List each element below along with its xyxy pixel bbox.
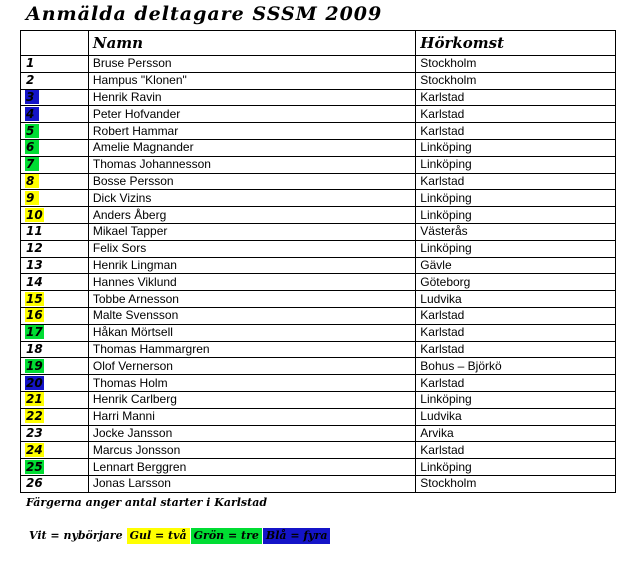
participant-number-badge: 19	[26, 358, 43, 373]
participant-origin: Västerås	[416, 223, 616, 240]
participant-number	[21, 341, 89, 358]
table-row	[21, 341, 616, 358]
participant-name: Thomas Johannesson	[88, 156, 415, 173]
legend-item-yellow: Gul = två	[127, 528, 190, 544]
participant-name: Jocke Jansson	[88, 425, 415, 442]
participant-number	[21, 223, 89, 240]
participant-number-badge: 6	[25, 140, 39, 154]
participant-name: Hannes Viklund	[88, 274, 415, 291]
participant-origin: Stockholm	[416, 475, 616, 492]
header-number	[21, 31, 89, 56]
participant-name: Thomas Holm	[88, 375, 415, 392]
participant-name: Anders Åberg	[88, 207, 415, 224]
table-row	[21, 442, 616, 459]
table-row	[21, 425, 616, 442]
participant-origin: Karlstad	[416, 442, 616, 459]
participant-name: Robert Hammar	[88, 123, 415, 140]
participant-number-badge: 7	[25, 157, 39, 171]
table-row	[21, 274, 616, 291]
participant-number	[21, 375, 89, 392]
participant-number-badge: 13	[26, 257, 43, 272]
participant-origin: Linköping	[416, 156, 616, 173]
participant-number-badge: 9	[25, 191, 39, 205]
participant-name: Bruse Persson	[88, 56, 415, 73]
participant-origin: Arvika	[416, 425, 616, 442]
participant-name: Håkan Mörtsell	[88, 324, 415, 341]
participant-name: Mikael Tapper	[88, 223, 415, 240]
participant-number	[21, 156, 89, 173]
color-legend	[26, 528, 331, 544]
participant-origin: Karlstad	[416, 341, 616, 358]
participant-name: Harri Manni	[88, 408, 415, 425]
participant-number	[21, 425, 89, 442]
participant-number	[21, 89, 89, 106]
participant-name: Marcus Jonsson	[88, 442, 415, 459]
participant-number-badge: 23	[26, 425, 43, 440]
participant-number	[21, 274, 89, 291]
participant-origin: Karlstad	[416, 324, 616, 341]
table-row	[21, 291, 616, 308]
participant-number-badge: 16	[26, 308, 43, 323]
table-row	[21, 408, 616, 425]
participant-name: Henrik Ravin	[88, 89, 415, 106]
participant-origin: Karlstad	[416, 89, 616, 106]
header-name: Namn	[88, 31, 415, 56]
table-row	[21, 307, 616, 324]
table-row	[21, 375, 616, 392]
participant-number	[21, 56, 89, 73]
participant-number-badge: 22	[26, 409, 43, 424]
page-title: Anmälda deltagare SSSM 2009	[26, 3, 383, 25]
participant-origin: Karlstad	[416, 173, 616, 190]
participant-number-badge: 21	[26, 392, 43, 407]
participant-origin: Karlstad	[416, 123, 616, 140]
participant-origin: Karlstad	[416, 375, 616, 392]
participant-origin: Stockholm	[416, 56, 616, 73]
table-row	[21, 358, 616, 375]
participant-name: Jonas Larsson	[88, 475, 415, 492]
participant-number-badge: 11	[26, 224, 43, 239]
table-row	[21, 156, 616, 173]
participant-origin: Ludvika	[416, 408, 616, 425]
participant-number	[21, 106, 89, 123]
participant-number	[21, 190, 89, 207]
table-row	[21, 223, 616, 240]
table-row	[21, 89, 616, 106]
participant-origin: Linköping	[416, 459, 616, 476]
table-row	[21, 106, 616, 123]
table-row	[21, 207, 616, 224]
participant-name: Peter Hofvander	[88, 106, 415, 123]
participant-number	[21, 459, 89, 476]
participant-number	[21, 475, 89, 492]
table-row	[21, 190, 616, 207]
participant-origin: Gävle	[416, 257, 616, 274]
participant-number-badge: 5	[25, 124, 39, 138]
table-row	[21, 123, 616, 140]
participant-origin: Linköping	[416, 139, 616, 156]
participant-number	[21, 442, 89, 459]
participant-origin: Linköping	[416, 240, 616, 257]
table-row	[21, 173, 616, 190]
participant-number	[21, 240, 89, 257]
table-row	[21, 240, 616, 257]
table-row	[21, 139, 616, 156]
participant-number-badge: 24	[26, 442, 43, 457]
participant-number-badge: 25	[26, 459, 43, 474]
participant-number-badge: 17	[26, 325, 43, 340]
participant-number	[21, 257, 89, 274]
participant-name: Henrik Lingman	[88, 257, 415, 274]
participant-name: Felix Sors	[88, 240, 415, 257]
participant-number	[21, 324, 89, 341]
participant-number-badge: 12	[26, 241, 43, 256]
participant-name: Dick Vizins	[88, 190, 415, 207]
color-note: Färgerna anger antal starter i Karlstad	[26, 496, 268, 509]
participant-name: Malte Svensson	[88, 307, 415, 324]
header-origin: Hörkomst	[416, 31, 616, 56]
table-body	[21, 56, 616, 493]
table-row	[21, 475, 616, 492]
participant-number-badge: 2	[25, 73, 39, 87]
participant-number	[21, 358, 89, 375]
participant-origin: Stockholm	[416, 72, 616, 89]
legend-item-green: Grön = tre	[191, 528, 262, 544]
participant-name: Lennart Berggren	[88, 459, 415, 476]
participant-number	[21, 139, 89, 156]
participant-number	[21, 391, 89, 408]
participants-table	[20, 30, 616, 493]
participant-origin: Karlstad	[416, 106, 616, 123]
participant-origin: Linköping	[416, 391, 616, 408]
participant-origin: Göteborg	[416, 274, 616, 291]
participant-number-badge: 14	[26, 274, 43, 289]
participant-origin: Ludvika	[416, 291, 616, 308]
participant-number	[21, 207, 89, 224]
participant-origin: Linköping	[416, 190, 616, 207]
participant-name: Thomas Hammargren	[88, 341, 415, 358]
participant-number-badge: 26	[26, 476, 43, 491]
table-row	[21, 72, 616, 89]
participant-origin: Bohus – Björkö	[416, 358, 616, 375]
participant-number-badge: 15	[26, 291, 43, 306]
participant-name: Amelie Magnander	[88, 139, 415, 156]
participant-number	[21, 408, 89, 425]
participant-name: Olof Vernerson	[88, 358, 415, 375]
table-row	[21, 391, 616, 408]
participant-name: Tobbe Arnesson	[88, 291, 415, 308]
participant-number-badge: 10	[26, 207, 43, 222]
participant-number-badge: 20	[26, 375, 43, 390]
legend-item-blue: Blå = fyra	[263, 528, 331, 544]
participant-name: Bosse Persson	[88, 173, 415, 190]
participant-number-badge: 1	[25, 56, 39, 70]
participant-number	[21, 291, 89, 308]
table-row	[21, 459, 616, 476]
table-row	[21, 257, 616, 274]
participant-name: Henrik Carlberg	[88, 391, 415, 408]
participant-number-badge: 3	[25, 90, 39, 104]
table-row	[21, 56, 616, 73]
participant-number-badge: 8	[25, 174, 39, 188]
participant-number	[21, 173, 89, 190]
participant-origin: Linköping	[416, 207, 616, 224]
table-header-row	[21, 31, 616, 56]
participant-number	[21, 123, 89, 140]
participant-number	[21, 72, 89, 89]
participant-number-badge: 4	[25, 107, 39, 121]
participant-number-badge: 18	[26, 341, 43, 356]
participant-origin: Karlstad	[416, 307, 616, 324]
legend-item-white: Vit = nybörjare	[26, 528, 126, 544]
participant-number	[21, 307, 89, 324]
participant-name: Hampus "Klonen"	[88, 72, 415, 89]
table-row	[21, 324, 616, 341]
